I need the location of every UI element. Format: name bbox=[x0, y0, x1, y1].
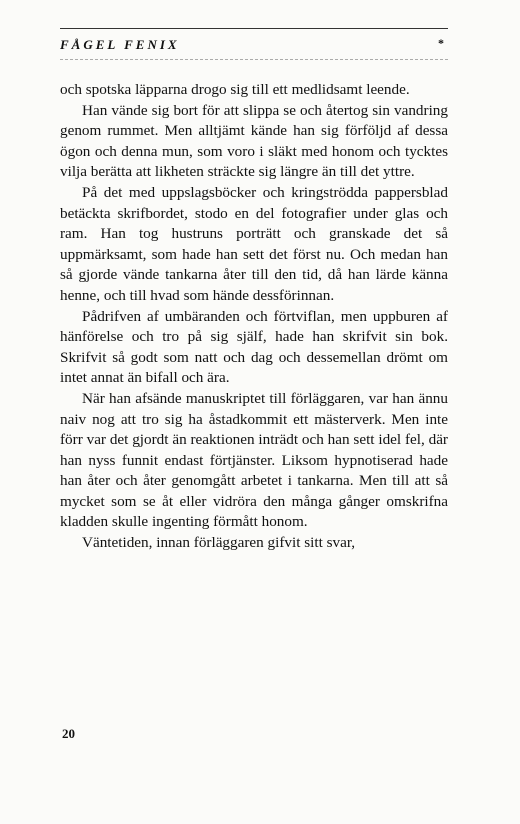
header-rule bbox=[60, 28, 448, 29]
paragraph: När han afsände manuskriptet till förläggaren, var han ännu naiv nog att tro sig ha åstadkommit ett mästerverk. Men inte förr var det gjordt än reaktionen inträdt och han sett idel fel, där han nyss funnit endast förtjänster. Liksom hypnotiserad hade han åter och åter genomgått arbetet i tankarna. Men till att så mycket som se åt eller vidröra den många gånger omskrifna kladden skulle ingenting förmått honom. bbox=[60, 389, 448, 531]
page-number: 20 bbox=[62, 726, 75, 741]
running-title: FÅGEL FENIX bbox=[60, 37, 180, 52]
body-text bbox=[60, 80, 448, 554]
paragraph-continued: och spotska läpparna drogo sig till ett medlidsamt leende. bbox=[60, 81, 410, 98]
asterisk-ornament: * bbox=[438, 36, 444, 50]
paragraph: Väntetiden, innan förläggaren gifvit sitt svar, bbox=[82, 534, 356, 552]
paragraph: Han vände sig bort för att slippa se och återtog sin vandring genom rummet. Men alltjämt kände han sig förföljd af dessa ögon och denna mun, som voro i släkt med honom och tycktes vilja berätta att likheten sträckte sig längre än till det yttre. bbox=[60, 101, 448, 181]
paragraph: Pådrifven af umbäranden och förtviflan, men uppburen af hänförelse och tro på sig själf, hade han skrifvit sin bok. Skrifvit så godt som natt och dag och dessemellan drömt om intet annat än bifall och ära. bbox=[60, 307, 448, 387]
paragraph: På det med uppslagsböcker och kringströdda pappersblad betäckta skrifbordet, stodo en del fotografier under glas och ram. Han tog hustruns porträtt och granskade det så uppmärksamt, som hade han sett det först nu. Och medan han så gjorde vände tankarna åter till den tid, då han lärde känna henne, och till hvad som hände dessförinnan. bbox=[60, 183, 448, 304]
page-header bbox=[60, 28, 448, 62]
header-rule-dashed bbox=[60, 59, 448, 60]
